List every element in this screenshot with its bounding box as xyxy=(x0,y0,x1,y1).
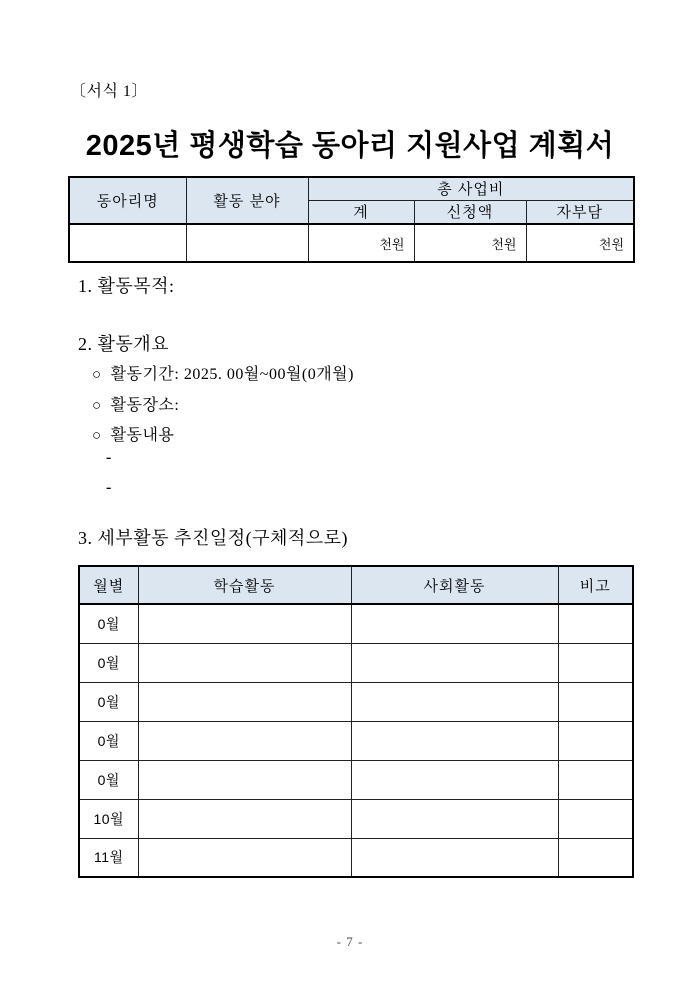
section-heading-schedule: 3. 세부활동 추진일정(구체적으로) xyxy=(78,528,349,548)
schedule-row xyxy=(79,721,633,760)
month-cell: 11월 xyxy=(79,838,138,877)
circle-bullet-icon: ○ xyxy=(92,367,102,383)
month-cell: 10월 xyxy=(79,799,138,838)
social-activity-cell xyxy=(351,604,558,643)
column-header-learning-activity: 학습활동 xyxy=(138,566,351,604)
note-cell xyxy=(558,604,633,643)
page-number: - 7 - xyxy=(336,934,364,949)
month-cell: 0월 xyxy=(79,682,138,721)
circle-bullet-icon: ○ xyxy=(92,428,102,444)
club-name-cell xyxy=(69,224,186,262)
note-cell xyxy=(558,643,633,682)
column-header-activity-field: 활동 분야 xyxy=(186,177,308,224)
column-header-club-name: 동아리명 xyxy=(69,177,186,224)
budget-header-row-1 xyxy=(69,177,634,200)
social-activity-cell xyxy=(351,643,558,682)
note-cell xyxy=(558,799,633,838)
schedule-table xyxy=(78,565,634,878)
learning-activity-cell xyxy=(138,760,351,799)
section-heading-purpose: 1. 활동목적: xyxy=(78,276,175,296)
note-cell xyxy=(558,838,633,877)
section-heading-overview: 2. 활동개요 xyxy=(78,334,170,354)
column-header-social-activity: 사회활동 xyxy=(351,566,558,604)
content-dash-line: - xyxy=(106,479,112,496)
column-header-total-budget: 총 사업비 xyxy=(308,177,634,200)
learning-activity-cell xyxy=(138,721,351,760)
schedule-row xyxy=(79,760,633,799)
column-header-month: 월별 xyxy=(79,566,138,604)
schedule-row xyxy=(79,682,633,721)
page-title: 2025년 평생학습 동아리 지원사업 계획서 xyxy=(85,130,615,162)
column-header-requested-amount: 신청액 xyxy=(414,200,526,224)
budget-value-row xyxy=(69,224,634,262)
note-cell xyxy=(558,682,633,721)
learning-activity-cell xyxy=(138,799,351,838)
overview-item-text: 활동장소: xyxy=(110,397,180,414)
column-header-sum: 계 xyxy=(308,200,414,224)
overview-item-text: 활동기간: 2025. 00월~00월(0개월) xyxy=(110,366,354,383)
requested-unit-cell: 천원 xyxy=(414,224,526,262)
self-pay-unit-cell: 천원 xyxy=(526,224,634,262)
schedule-header-row xyxy=(79,566,633,604)
overview-item-period xyxy=(92,361,354,384)
social-activity-cell xyxy=(351,799,558,838)
overview-item-place xyxy=(92,392,179,415)
learning-activity-cell xyxy=(138,838,351,877)
schedule-row xyxy=(79,643,633,682)
month-cell: 0월 xyxy=(79,643,138,682)
schedule-row xyxy=(79,604,633,643)
note-cell xyxy=(558,760,633,799)
column-header-self-pay: 자부담 xyxy=(526,200,634,224)
overview-item-text: 활동내용 xyxy=(110,427,175,444)
schedule-row xyxy=(79,799,633,838)
month-cell: 0월 xyxy=(79,760,138,799)
month-cell: 0월 xyxy=(79,604,138,643)
learning-activity-cell xyxy=(138,643,351,682)
overview-item-content xyxy=(92,422,174,445)
circle-bullet-icon: ○ xyxy=(92,398,102,414)
note-cell xyxy=(558,721,633,760)
form-number-label: 〔서식 1〕 xyxy=(70,83,148,100)
sum-unit-cell: 천원 xyxy=(308,224,414,262)
social-activity-cell xyxy=(351,760,558,799)
column-header-note: 비고 xyxy=(558,566,633,604)
schedule-row xyxy=(79,838,633,877)
content-dash-line: - xyxy=(106,449,112,466)
social-activity-cell xyxy=(351,838,558,877)
learning-activity-cell xyxy=(138,682,351,721)
learning-activity-cell xyxy=(138,604,351,643)
month-cell: 0월 xyxy=(79,721,138,760)
social-activity-cell xyxy=(351,721,558,760)
social-activity-cell xyxy=(351,682,558,721)
budget-table xyxy=(68,176,635,263)
activity-field-cell xyxy=(186,224,308,262)
